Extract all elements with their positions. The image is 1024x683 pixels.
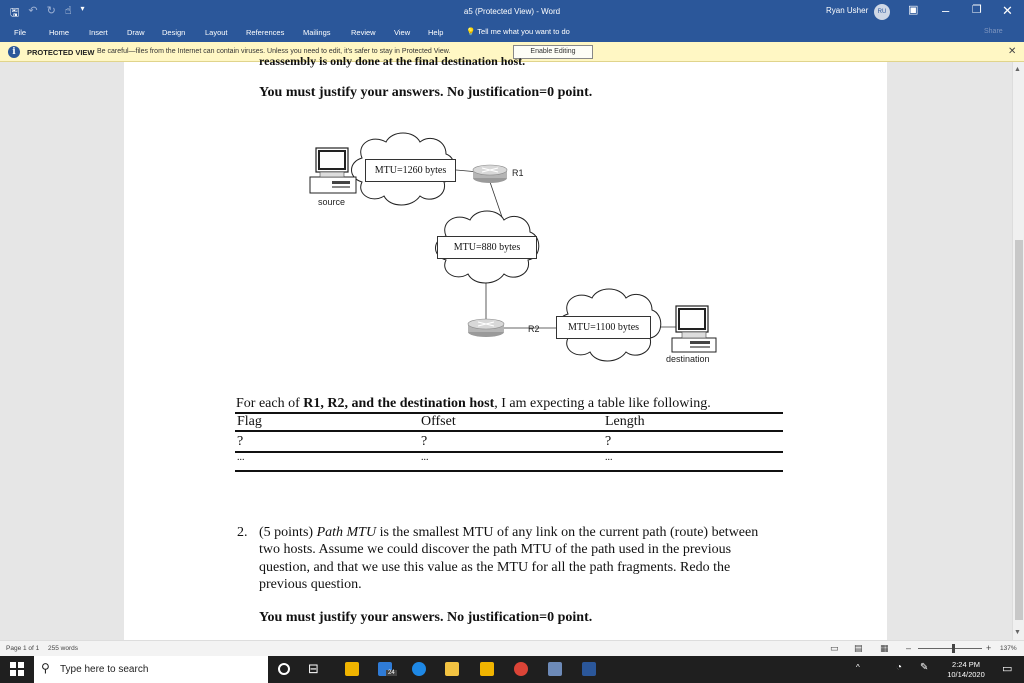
zoom-slider[interactable]: [918, 648, 982, 649]
tab-home[interactable]: Home: [49, 28, 70, 37]
table-intro-prefix: For each of: [236, 396, 304, 411]
taskbar-clock[interactable]: [940, 660, 992, 680]
taskbar-search[interactable]: [34, 656, 268, 683]
tab-references[interactable]: References: [246, 28, 285, 37]
file-explorer-icon[interactable]: [445, 662, 459, 676]
tab-insert[interactable]: Insert: [89, 28, 108, 37]
search-icon: ⚲: [41, 661, 50, 675]
page-count[interactable]: Page 1 of 1: [6, 645, 40, 652]
table-rule-bottom: [235, 470, 783, 472]
word-taskbar-icon[interactable]: [582, 662, 596, 676]
table-cell-r2-flag: ...: [237, 452, 245, 463]
lightbulb-icon: 💡: [466, 27, 476, 36]
network-icon[interactable]: ◔: [896, 662, 903, 673]
zoom-level[interactable]: 137%: [1000, 645, 1017, 652]
undo-icon[interactable]: ↶: [28, 5, 38, 17]
router1-label: R1: [512, 168, 524, 178]
document-area: [0, 54, 1012, 640]
mtu-box-bottom: MTU=1100 bytes: [556, 316, 651, 339]
tab-view[interactable]: View: [394, 28, 411, 37]
source-label: source: [318, 197, 346, 207]
question-2-body: [259, 524, 779, 593]
question-2-text: is the smallest MTU of any link on the current path (route) between two hosts. Assume we could discover the path MTU of the path used in the previous question, and that we use this value as the MTU for all the path fragments. Redo the previous question.: [259, 525, 759, 592]
tab-design[interactable]: Design: [162, 28, 186, 37]
justify-notice-1: You must justify your answers. No justification=0 point.: [259, 85, 593, 100]
word-count[interactable]: 255 words: [48, 645, 78, 652]
zoom-out-icon[interactable]: –: [906, 643, 912, 653]
taskbar: [0, 656, 1024, 683]
title-bar: [0, 0, 1024, 24]
sticky-notes-icon[interactable]: [480, 662, 494, 676]
zoom-slider-thumb[interactable]: [952, 644, 955, 653]
minimize-icon[interactable]: –: [942, 3, 950, 18]
table-cell-r2-offset: ...: [421, 452, 429, 463]
tell-me-search[interactable]: [466, 27, 570, 36]
tell-me-label: Tell me what you want to do: [477, 27, 570, 36]
cortana-icon[interactable]: [278, 663, 290, 675]
justify-notice-2: You must justify your answers. No justification=0 point.: [259, 610, 593, 625]
router-r2-icon: [468, 319, 504, 337]
table-rule-top: [235, 412, 783, 414]
tab-file[interactable]: File: [14, 28, 27, 37]
network-diagram: [124, 62, 887, 382]
read-mode-icon[interactable]: ▭: [830, 643, 839, 653]
info-icon: i: [8, 46, 20, 58]
mtu-box-top: MTU=1260 bytes: [365, 159, 456, 182]
store-icon[interactable]: [345, 662, 359, 676]
restore-icon[interactable]: ❐: [972, 4, 982, 16]
cut-off-line: reassembly is only done at the final destination host.: [259, 54, 526, 68]
tab-draw[interactable]: Draw: [127, 28, 145, 37]
user-name[interactable]: Ryan Usher: [826, 6, 869, 15]
table-cell-r1-offset: ?: [421, 434, 428, 449]
edge-icon[interactable]: [412, 662, 426, 676]
pen-icon[interactable]: ✎: [920, 662, 929, 673]
zoom-in-icon[interactable]: +: [986, 643, 992, 653]
question-2-term: Path MTU: [316, 525, 377, 540]
close-message-bar-icon[interactable]: ✕: [1008, 46, 1017, 57]
source-computer-icon: [310, 148, 356, 193]
ribbon-display-icon[interactable]: ▣: [908, 4, 919, 16]
protected-view-message: Be careful—files from the Internet can contain viruses. Unless you need to edit, it's safer to stay in Protected View.: [97, 48, 451, 55]
customize-qat-icon[interactable]: ▾: [80, 4, 85, 13]
task-view-icon[interactable]: ⊟: [308, 661, 319, 676]
scroll-up-icon[interactable]: ▲: [1014, 66, 1021, 73]
clock-date: 10/14/2020: [947, 670, 985, 679]
vertical-scrollbar[interactable]: [1012, 62, 1024, 640]
chrome-icon[interactable]: [514, 662, 528, 676]
scroll-down-icon[interactable]: ▼: [1014, 629, 1021, 636]
search-placeholder: Type here to search: [60, 664, 149, 675]
window-title: a5 (Protected View) - Word: [463, 7, 561, 16]
question-2-points: (5 points): [259, 525, 317, 540]
table-rule-row1: [235, 451, 783, 453]
ribbon-tabs: [0, 24, 1024, 42]
web-layout-icon[interactable]: ▦: [880, 643, 889, 653]
avatar[interactable]: RU: [874, 4, 890, 20]
mail-badge: 24: [388, 670, 395, 676]
windows-start-icon[interactable]: [10, 662, 24, 676]
scrollbar-thumb[interactable]: [1015, 240, 1023, 620]
table-cell-r1-flag: ?: [237, 434, 244, 449]
print-layout-icon[interactable]: ▤: [854, 643, 863, 653]
table-rule-header: [235, 430, 783, 432]
tab-mailings[interactable]: Mailings: [303, 28, 331, 37]
tab-help[interactable]: Help: [428, 28, 444, 37]
save-icon[interactable]: 🖫: [10, 7, 20, 19]
table-intro-bold: R1, R2, and the destination host: [303, 396, 495, 411]
table-header-flag: Flag: [237, 414, 262, 429]
share-button[interactable]: [984, 28, 1003, 35]
table-cell-r1-length: ?: [605, 434, 612, 449]
close-icon[interactable]: ✕: [1002, 3, 1013, 18]
table-header-length: Length: [605, 414, 645, 429]
share-label: Share: [984, 28, 1003, 35]
router-r1-icon: [473, 165, 507, 183]
table-intro: [236, 396, 711, 412]
touch-mode-icon[interactable]: ☝: [64, 5, 72, 17]
show-hidden-icons-icon[interactable]: ^: [856, 663, 860, 672]
question-2-number: 2.: [237, 525, 248, 540]
protected-view-label: PROTECTED VIEW: [27, 48, 95, 57]
table-cell-r2-length: ...: [605, 452, 613, 463]
tab-review[interactable]: Review: [351, 28, 376, 37]
document-page[interactable]: [124, 54, 887, 640]
table-intro-suffix: , I am expecting a table like following.: [494, 396, 711, 411]
table-header-offset: Offset: [421, 414, 456, 429]
enable-editing-button[interactable]: Enable Editing: [513, 45, 593, 59]
mtu-box-middle: MTU=880 bytes: [437, 236, 537, 259]
destination-computer-icon: [672, 306, 716, 352]
redo-icon[interactable]: ↻: [46, 5, 56, 17]
destination-label: destination: [666, 354, 710, 364]
pen-app-icon[interactable]: [548, 662, 562, 676]
status-bar: [0, 640, 1024, 656]
router2-label: R2: [528, 324, 540, 334]
notifications-icon[interactable]: ▭: [1002, 663, 1013, 675]
clock-time: 2:24 PM: [952, 660, 980, 669]
tab-layout[interactable]: Layout: [205, 28, 228, 37]
